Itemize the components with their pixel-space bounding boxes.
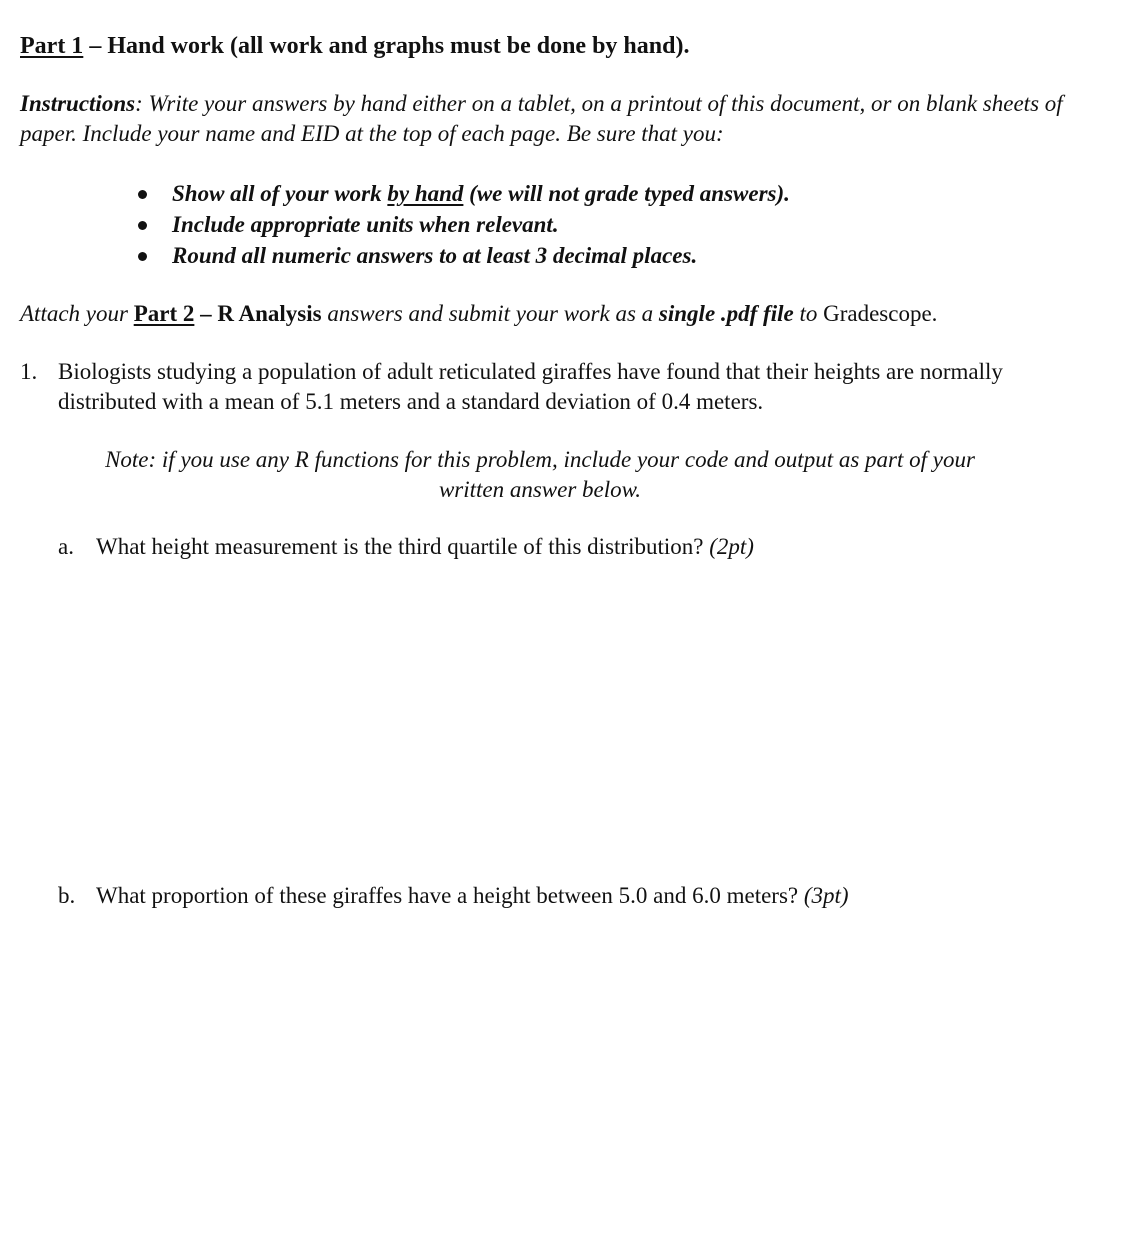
answer-space-a[interactable] — [58, 570, 1058, 870]
part-1-label: Part 1 — [20, 33, 84, 59]
attach-text-3: to — [793, 301, 824, 326]
requirement-text: Round all numeric answers to at least 3 decimal places. — [172, 243, 698, 268]
requirement-text-end: (we will not grade typed answers). — [463, 181, 790, 206]
part-1-heading — [20, 31, 689, 61]
subquestion-prompt: What height measurement is the third quartile of this distribution? — [96, 534, 710, 559]
points-label: (2pt) — [709, 534, 754, 559]
subquestion-text — [96, 532, 754, 562]
r-analysis-label: – R Analysis — [194, 301, 322, 326]
subquestion-prompt: What proportion of these giraffes have a height between 5.0 and 6.0 meters? — [96, 883, 804, 908]
requirement-text: Include appropriate units when relevant. — [172, 212, 559, 237]
heading-dash: – — [83, 33, 108, 59]
attach-text: Attach your — [20, 301, 134, 326]
bullet-icon — [138, 221, 147, 230]
requirement-underlined: by hand — [387, 181, 464, 206]
bullet-icon — [138, 252, 147, 261]
answer-space-b[interactable] — [58, 920, 1058, 1240]
points-label: (3pt) — [803, 883, 849, 908]
note-line-2: written answer below. — [438, 477, 642, 502]
requirement-text: Show all of your work — [172, 181, 388, 206]
note-line-1: Note: if you use any R functions for this problem, include your code and output as part of your — [105, 447, 975, 472]
requirement-item — [124, 178, 790, 209]
subquestion-letter: b. — [58, 883, 76, 908]
subquestion-letter: a. — [58, 534, 74, 559]
instructions-text: : Write your answers by hand either on a tablet, on a printout of this document, or on blank sheets of paper. Include your name and EID at the top of each page. Be sure that you: — [20, 91, 1063, 146]
requirement-item — [124, 209, 790, 240]
bullet-icon — [138, 190, 147, 199]
question-number: 1. — [20, 359, 38, 384]
requirement-item — [124, 240, 790, 271]
pdf-file-label: single .pdf file — [658, 301, 794, 326]
subquestion-text — [96, 881, 849, 911]
requirements-list — [124, 178, 790, 271]
instructions-label: Instructions — [20, 91, 136, 116]
r-functions-note — [40, 445, 1040, 505]
heading-title: Hand work (all work and graphs must be done by hand). — [107, 33, 690, 59]
part-2-label: Part 2 — [133, 301, 195, 326]
gradescope-label: Gradescope. — [823, 301, 938, 326]
submission-instructions — [20, 299, 937, 329]
attach-text-2: answers and submit your work as a — [321, 301, 659, 326]
instructions-paragraph — [20, 89, 1110, 149]
question-1-text: Biologists studying a population of adult reticulated giraffes have found that their heights are normally distributed with a mean of 5.1 meters and a standard deviation of 0.4 meters. — [58, 359, 1003, 414]
